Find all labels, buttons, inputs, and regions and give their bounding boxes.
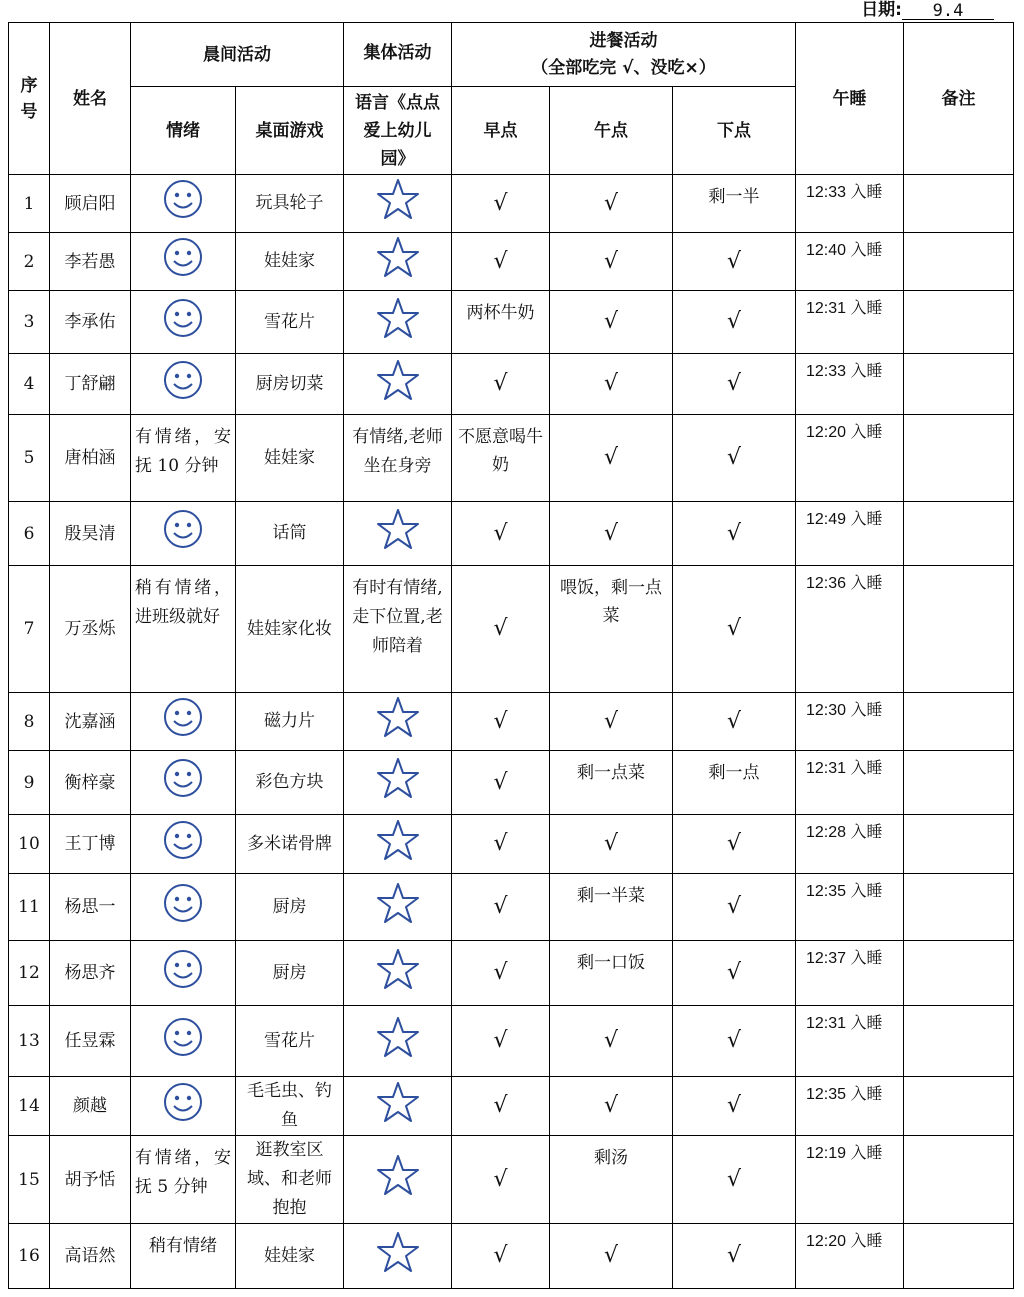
cell-remarks xyxy=(904,415,1014,502)
cell-lunch: √ xyxy=(550,1006,673,1077)
cell-lunch: 剩一半菜 xyxy=(550,874,673,941)
smiley-face-icon xyxy=(163,1017,203,1066)
table-row xyxy=(9,175,1014,233)
cell-group xyxy=(344,233,452,291)
cell-snack: √ xyxy=(673,1077,796,1136)
cell-name: 杨思齐 xyxy=(50,941,131,1006)
cell-group xyxy=(344,941,452,1006)
star-icon xyxy=(376,881,420,934)
header-nap: 午睡 xyxy=(796,23,904,175)
smiley-face-icon xyxy=(163,883,203,932)
cell-group xyxy=(344,1006,452,1077)
cell-mood xyxy=(131,1077,236,1136)
smiley-face-icon xyxy=(163,360,203,409)
cell-snack: √ xyxy=(673,1136,796,1224)
cell-mood xyxy=(131,502,236,566)
star-icon xyxy=(376,358,420,411)
cell-index: 6 xyxy=(9,502,50,566)
cell-breakfast: √ xyxy=(452,354,550,415)
cell-breakfast: √ xyxy=(452,1136,550,1224)
cell-game: 娃娃家 xyxy=(236,233,344,291)
table-row xyxy=(9,1224,1014,1289)
cell-name: 殷昊清 xyxy=(50,502,131,566)
cell-remarks xyxy=(904,1077,1014,1136)
cell-snack: √ xyxy=(673,815,796,874)
cell-index: 7 xyxy=(9,566,50,693)
cell-name: 衡梓豪 xyxy=(50,751,131,815)
cell-group: 有情绪,老师坐在身旁 xyxy=(344,415,452,502)
cell-group xyxy=(344,874,452,941)
cell-nap: 12:40 入睡 xyxy=(796,233,904,291)
cell-nap: 12:33 入睡 xyxy=(796,354,904,415)
star-icon xyxy=(376,1080,420,1133)
table-row xyxy=(9,1006,1014,1077)
cell-snack: √ xyxy=(673,1224,796,1289)
star-icon xyxy=(376,507,420,560)
smiley-face-icon xyxy=(163,298,203,347)
cell-snack: 剩一点 xyxy=(673,751,796,815)
header-lunch: 午点 xyxy=(550,87,673,175)
cell-snack: √ xyxy=(673,502,796,566)
cell-lunch: √ xyxy=(550,415,673,502)
smiley-face-icon xyxy=(163,697,203,746)
cell-nap: 12:37 入睡 xyxy=(796,941,904,1006)
cell-mood xyxy=(131,693,236,751)
cell-game: 毛毛虫、钓鱼 xyxy=(236,1077,344,1136)
header-name: 姓名 xyxy=(50,23,131,175)
cell-index: 13 xyxy=(9,1006,50,1077)
cell-name: 胡予恬 xyxy=(50,1136,131,1224)
cell-index: 1 xyxy=(9,175,50,233)
cell-nap: 12:33 入睡 xyxy=(796,175,904,233)
cell-mood xyxy=(131,941,236,1006)
cell-breakfast: √ xyxy=(452,751,550,815)
cell-index: 9 xyxy=(9,751,50,815)
cell-breakfast: √ xyxy=(452,941,550,1006)
cell-remarks xyxy=(904,175,1014,233)
cell-game: 多米诺骨牌 xyxy=(236,815,344,874)
cell-lunch: √ xyxy=(550,233,673,291)
cell-breakfast: √ xyxy=(452,502,550,566)
cell-index: 10 xyxy=(9,815,50,874)
smiley-face-icon xyxy=(163,509,203,558)
cell-game: 磁力片 xyxy=(236,693,344,751)
cell-index: 5 xyxy=(9,415,50,502)
cell-snack: 剩一半 xyxy=(673,175,796,233)
smiley-face-icon xyxy=(163,237,203,286)
cell-snack: √ xyxy=(673,874,796,941)
star-icon xyxy=(376,1015,420,1068)
cell-index: 15 xyxy=(9,1136,50,1224)
header-index: 序号 xyxy=(9,23,50,175)
cell-snack: √ xyxy=(673,941,796,1006)
cell-breakfast: √ xyxy=(452,1224,550,1289)
cell-lunch: √ xyxy=(550,502,673,566)
cell-lunch: √ xyxy=(550,1077,673,1136)
cell-mood xyxy=(131,233,236,291)
cell-breakfast: 不愿意喝牛奶 xyxy=(452,415,550,502)
smiley-face-icon xyxy=(163,949,203,998)
cell-snack: √ xyxy=(673,1006,796,1077)
cell-remarks xyxy=(904,751,1014,815)
cell-remarks xyxy=(904,233,1014,291)
smiley-face-icon xyxy=(163,820,203,869)
cell-name: 任昱霖 xyxy=(50,1006,131,1077)
cell-snack: √ xyxy=(673,291,796,354)
star-icon xyxy=(376,177,420,230)
cell-lunch: 剩一点菜 xyxy=(550,751,673,815)
table-row xyxy=(9,415,1014,502)
header-remarks: 备注 xyxy=(904,23,1014,175)
star-icon xyxy=(376,695,420,748)
star-icon xyxy=(376,235,420,288)
table-row xyxy=(9,693,1014,751)
cell-game: 娃娃家化妆 xyxy=(236,566,344,693)
cell-index: 16 xyxy=(9,1224,50,1289)
table-row xyxy=(9,941,1014,1006)
cell-game: 彩色方块 xyxy=(236,751,344,815)
cell-game: 娃娃家 xyxy=(236,415,344,502)
cell-snack: √ xyxy=(673,693,796,751)
cell-breakfast: √ xyxy=(452,1077,550,1136)
cell-group: 有时有情绪,走下位置,老师陪着 xyxy=(344,566,452,693)
cell-group xyxy=(344,291,452,354)
table-row xyxy=(9,751,1014,815)
smiley-face-icon xyxy=(163,1082,203,1131)
header-board-games: 桌面游戏 xyxy=(236,87,344,175)
cell-snack: √ xyxy=(673,233,796,291)
date-line xyxy=(861,0,994,20)
cell-lunch: √ xyxy=(550,291,673,354)
cell-breakfast: √ xyxy=(452,1006,550,1077)
header-morning: 晨间活动 xyxy=(131,23,344,87)
cell-lunch: √ xyxy=(550,693,673,751)
table-row xyxy=(9,874,1014,941)
cell-mood xyxy=(131,1006,236,1077)
cell-lunch: √ xyxy=(550,354,673,415)
cell-remarks xyxy=(904,1136,1014,1224)
cell-lunch: 喂饭，剩一点菜 xyxy=(550,566,673,693)
star-icon xyxy=(376,296,420,349)
cell-breakfast: √ xyxy=(452,693,550,751)
cell-game: 雪花片 xyxy=(236,291,344,354)
cell-nap: 12:30 入睡 xyxy=(796,693,904,751)
cell-game: 玩具轮子 xyxy=(236,175,344,233)
cell-mood: 稍有情绪，进班级就好 xyxy=(131,566,236,693)
cell-index: 14 xyxy=(9,1077,50,1136)
cell-name: 李承佑 xyxy=(50,291,131,354)
cell-group xyxy=(344,1136,452,1224)
cell-breakfast: √ xyxy=(452,233,550,291)
cell-mood xyxy=(131,175,236,233)
header-meal xyxy=(452,23,796,87)
cell-game: 逛教室区域、和老师抱抱 xyxy=(236,1136,344,1224)
cell-index: 2 xyxy=(9,233,50,291)
cell-group xyxy=(344,175,452,233)
cell-remarks xyxy=(904,566,1014,693)
cell-breakfast: √ xyxy=(452,175,550,233)
header-snack: 下点 xyxy=(673,87,796,175)
cell-nap: 12:31 入睡 xyxy=(796,751,904,815)
table-row xyxy=(9,502,1014,566)
cell-name: 唐柏涵 xyxy=(50,415,131,502)
cell-name: 颜越 xyxy=(50,1077,131,1136)
cell-group xyxy=(344,693,452,751)
star-icon xyxy=(376,756,420,809)
cell-name: 丁舒翩 xyxy=(50,354,131,415)
cell-lunch: 剩汤 xyxy=(550,1136,673,1224)
cell-nap: 12:20 入睡 xyxy=(796,415,904,502)
cell-group xyxy=(344,354,452,415)
smiley-face-icon xyxy=(163,758,203,807)
cell-nap: 12:35 入睡 xyxy=(796,874,904,941)
cell-group xyxy=(344,1077,452,1136)
cell-remarks xyxy=(904,874,1014,941)
table-row xyxy=(9,566,1014,693)
cell-lunch: √ xyxy=(550,815,673,874)
cell-lunch: √ xyxy=(550,175,673,233)
cell-nap: 12:31 入睡 xyxy=(796,1006,904,1077)
cell-nap: 12:35 入睡 xyxy=(796,1077,904,1136)
date-value: 9.4 xyxy=(902,3,994,20)
daily-record-table xyxy=(8,22,1014,1289)
table-row xyxy=(9,1136,1014,1224)
cell-mood: 有情绪，安抚 10 分钟 xyxy=(131,415,236,502)
star-icon xyxy=(376,947,420,1000)
cell-remarks xyxy=(904,815,1014,874)
cell-remarks xyxy=(904,502,1014,566)
cell-group xyxy=(344,502,452,566)
cell-name: 李若愚 xyxy=(50,233,131,291)
table-row xyxy=(9,233,1014,291)
cell-breakfast: √ xyxy=(452,874,550,941)
cell-nap: 12:19 入睡 xyxy=(796,1136,904,1224)
cell-nap: 12:28 入睡 xyxy=(796,815,904,874)
cell-breakfast: √ xyxy=(452,566,550,693)
star-icon xyxy=(376,1230,420,1283)
cell-remarks xyxy=(904,354,1014,415)
smiley-face-icon xyxy=(163,179,203,228)
table-body xyxy=(9,175,1014,1289)
cell-mood xyxy=(131,291,236,354)
cell-game: 厨房 xyxy=(236,941,344,1006)
cell-name: 万丞烁 xyxy=(50,566,131,693)
header-group-sub: 语言《点点爱上幼儿园》 xyxy=(344,87,452,175)
cell-remarks xyxy=(904,941,1014,1006)
cell-game: 厨房切菜 xyxy=(236,354,344,415)
cell-remarks xyxy=(904,693,1014,751)
cell-mood xyxy=(131,815,236,874)
cell-index: 11 xyxy=(9,874,50,941)
cell-game: 娃娃家 xyxy=(236,1224,344,1289)
cell-breakfast: √ xyxy=(452,815,550,874)
cell-snack: √ xyxy=(673,415,796,502)
header-group: 集体活动 xyxy=(344,23,452,87)
cell-index: 12 xyxy=(9,941,50,1006)
star-icon xyxy=(376,818,420,871)
cell-nap: 12:36 入睡 xyxy=(796,566,904,693)
cell-name: 顾启阳 xyxy=(50,175,131,233)
header-meal-note: （全部吃完 √、没吃×） xyxy=(531,57,716,78)
cell-group xyxy=(344,1224,452,1289)
cell-index: 8 xyxy=(9,693,50,751)
header-mood: 情绪 xyxy=(131,87,236,175)
cell-remarks xyxy=(904,291,1014,354)
cell-remarks xyxy=(904,1224,1014,1289)
table-row xyxy=(9,1077,1014,1136)
cell-snack: √ xyxy=(673,354,796,415)
cell-snack: √ xyxy=(673,566,796,693)
cell-name: 杨思一 xyxy=(50,874,131,941)
header-breakfast: 早点 xyxy=(452,87,550,175)
header-meal-title: 进餐活动 xyxy=(589,30,658,51)
cell-lunch: √ xyxy=(550,1224,673,1289)
cell-mood xyxy=(131,751,236,815)
star-icon xyxy=(376,1153,420,1206)
cell-index: 3 xyxy=(9,291,50,354)
cell-lunch: 剩一口饭 xyxy=(550,941,673,1006)
cell-mood: 有情绪，安抚 5 分钟 xyxy=(131,1136,236,1224)
cell-mood xyxy=(131,354,236,415)
cell-game: 雪花片 xyxy=(236,1006,344,1077)
cell-group xyxy=(344,751,452,815)
date-label: 日期: xyxy=(861,0,902,20)
cell-name: 王丁博 xyxy=(50,815,131,874)
cell-mood xyxy=(131,874,236,941)
cell-index: 4 xyxy=(9,354,50,415)
cell-name: 沈嘉涵 xyxy=(50,693,131,751)
cell-nap: 12:31 入睡 xyxy=(796,291,904,354)
cell-mood: 稍有情绪 xyxy=(131,1224,236,1289)
table-row xyxy=(9,354,1014,415)
table-row xyxy=(9,815,1014,874)
cell-nap: 12:20 入睡 xyxy=(796,1224,904,1289)
cell-name: 高语然 xyxy=(50,1224,131,1289)
cell-group xyxy=(344,815,452,874)
cell-game: 厨房 xyxy=(236,874,344,941)
cell-game: 话筒 xyxy=(236,502,344,566)
table-row xyxy=(9,291,1014,354)
cell-breakfast: 两杯牛奶 xyxy=(452,291,550,354)
cell-nap: 12:49 入睡 xyxy=(796,502,904,566)
cell-remarks xyxy=(904,1006,1014,1077)
